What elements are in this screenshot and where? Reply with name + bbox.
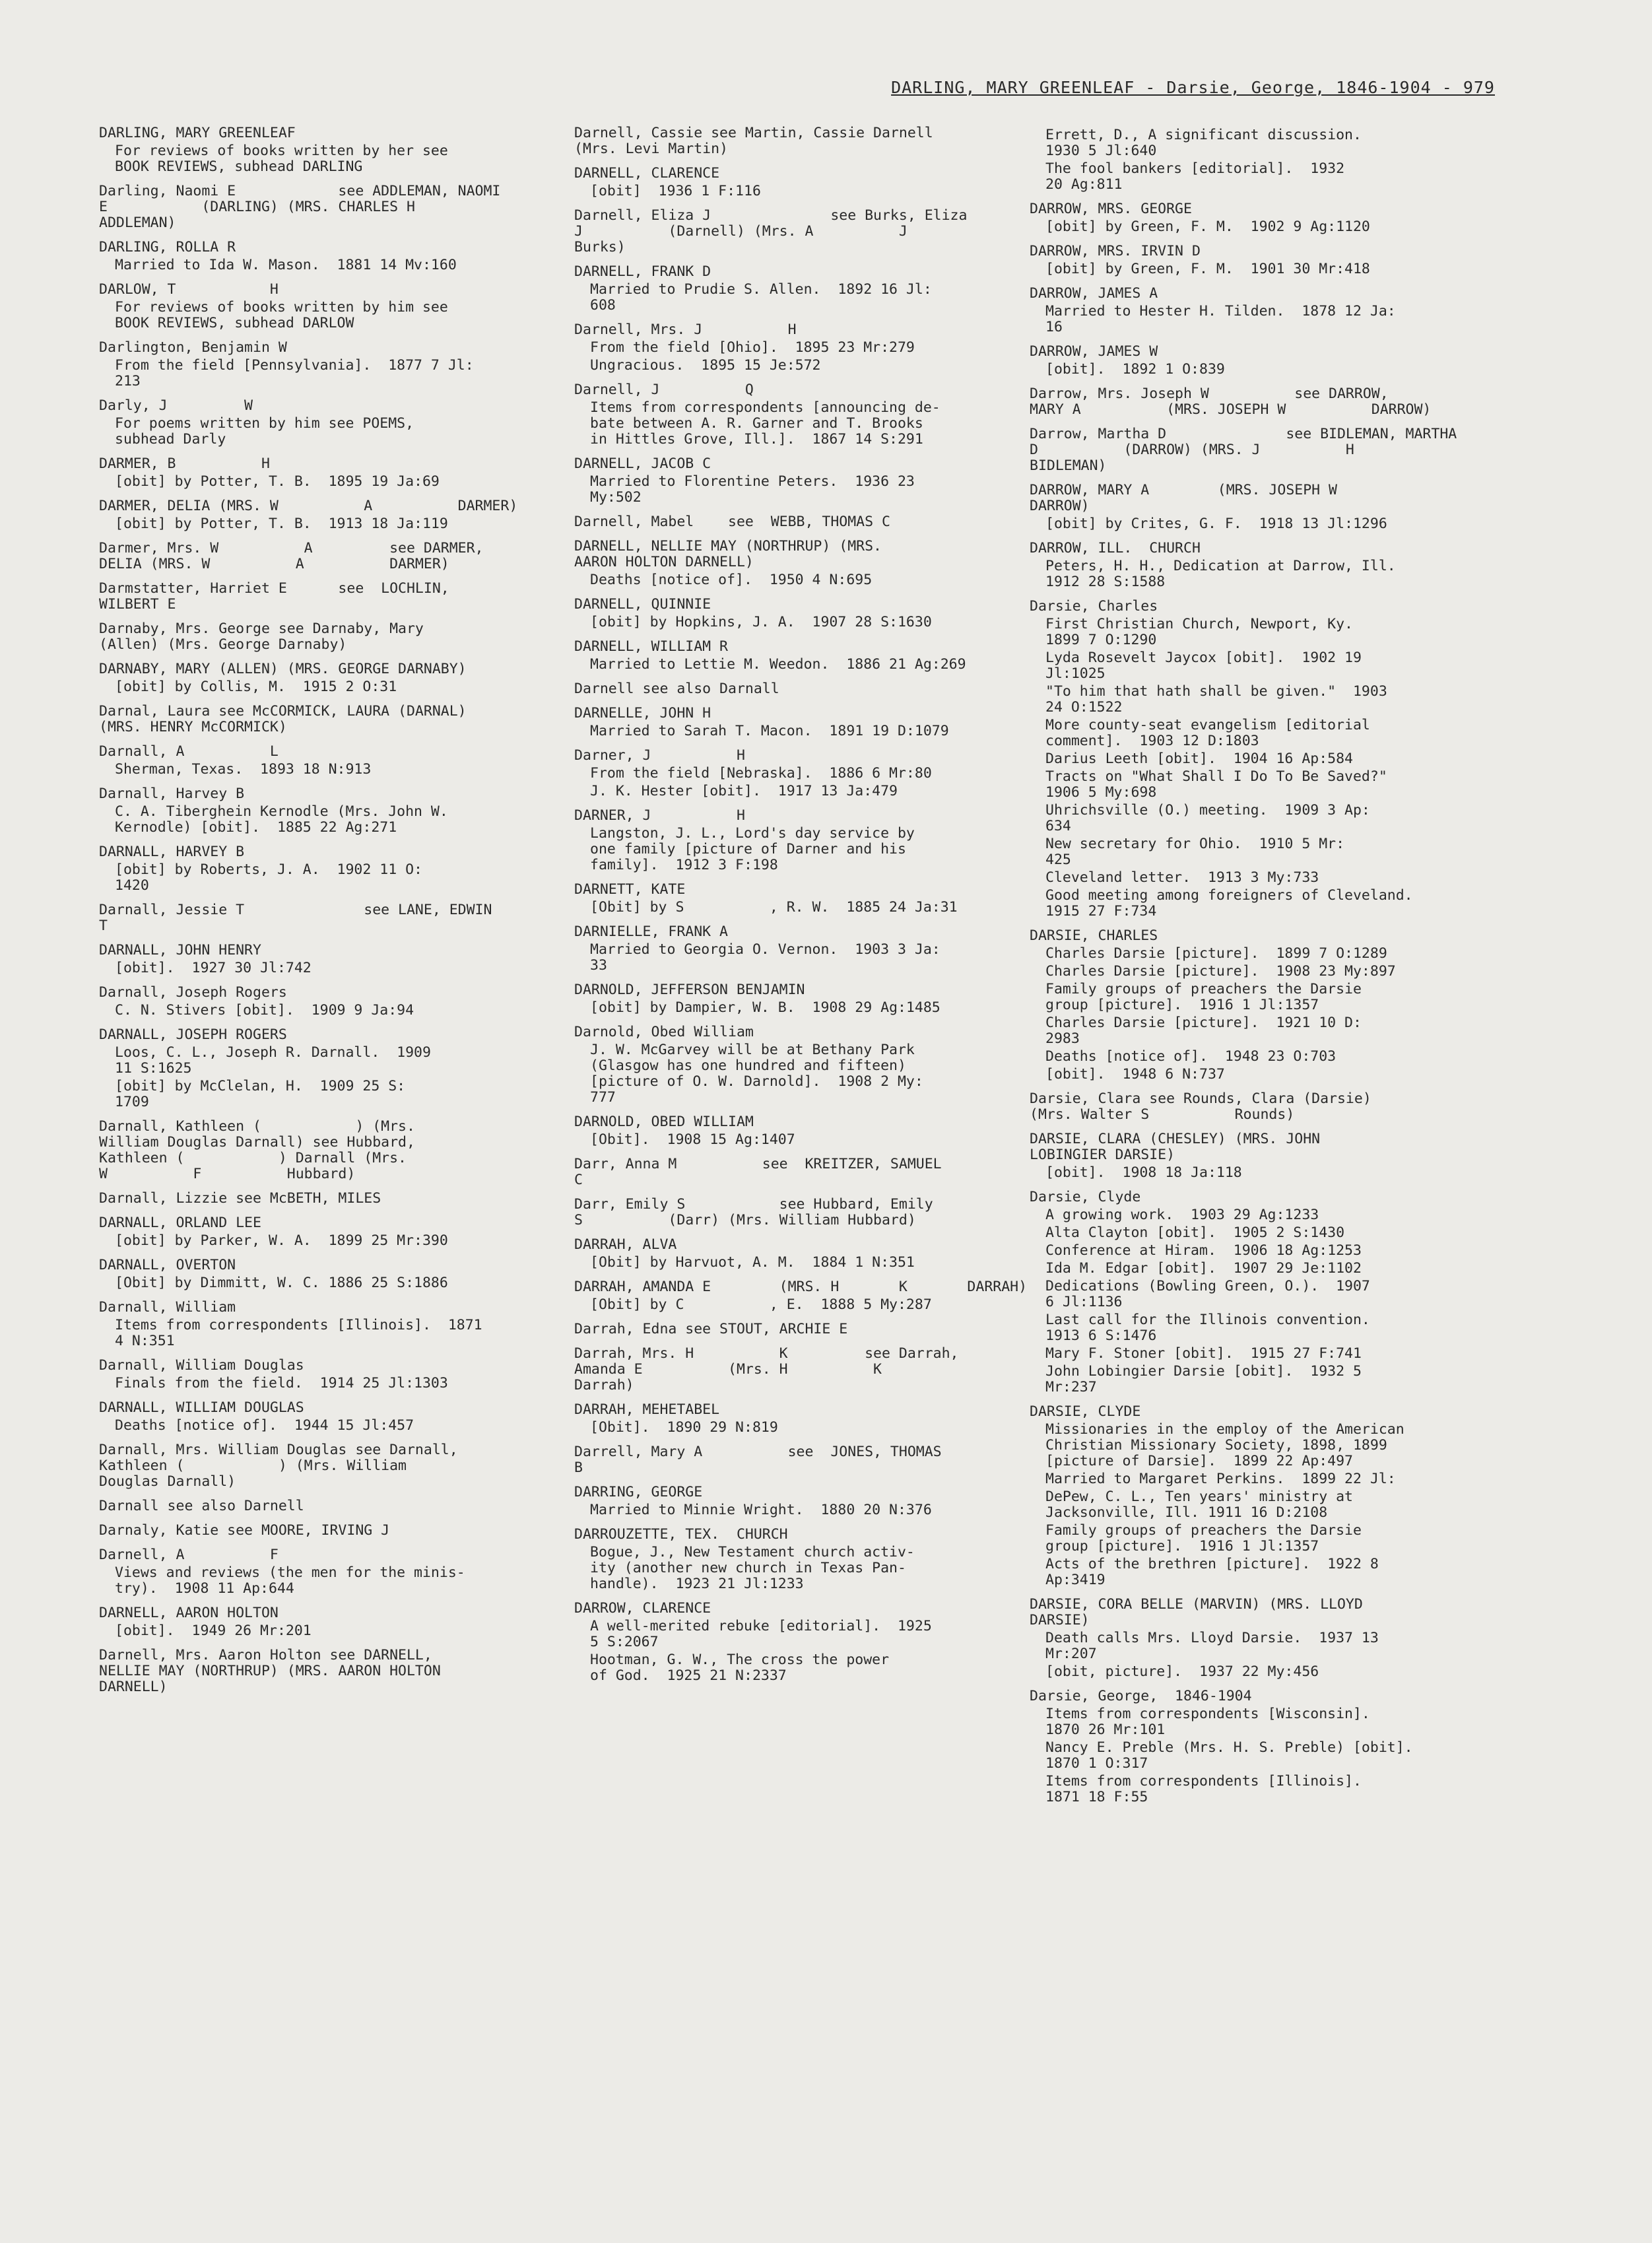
entry-heading: DARNOLD, OBED WILLIAM [574, 1114, 754, 1130]
entry-heading: DARNELLE, JOHN H [574, 705, 711, 721]
index-entry [1030, 286, 1492, 335]
entry-reference: J. K. Hester [obit]. 1917 13 Ja:479 [590, 783, 898, 799]
index-entry [1030, 1689, 1492, 1805]
entry-reference: [obit] by Parker, W. A. 1899 25 Mr:390 [115, 1232, 448, 1249]
entry-heading: Darmstatter, Harriet E see LOCHLIN, WILBERT E [99, 580, 449, 613]
entry-heading: DARNALL, JOHN HENRY [99, 942, 261, 958]
index-entry [99, 125, 561, 175]
entry-reference: Errett, D., A significant discussion. 1930 5 Jl:640 [1045, 127, 1362, 159]
entry-reference: For reviews of books written by him see BOOK REVIEWS, subhead DARLOW [115, 299, 448, 331]
index-entry [99, 240, 561, 273]
entry-reference: [Obit] by Harvuot, A. M. 1884 1 N:351 [590, 1254, 915, 1271]
entry-heading: DARNABY, MARY (ALLEN) (MRS. GEORGE DARNABY) [99, 661, 467, 677]
index-entry [574, 1237, 1036, 1271]
entry-heading: Darly, J W [99, 397, 253, 414]
entry-reference: Married to Lettie M. Weedon. 1886 21 Ag:269 [590, 656, 966, 673]
entry-heading: DARNER, J H [574, 807, 745, 824]
index-entry [574, 1444, 1036, 1476]
entry-heading: Darnall, Jessie T see LANE, EDWIN T [99, 902, 492, 934]
entry-heading: DARRAH, MEHETABEL [574, 1401, 720, 1418]
entry-reference: Views and reviews (the men for the minis- try). 1908 11 Ap:644 [115, 1564, 465, 1597]
index-entry [99, 985, 561, 1019]
entry-reference: Langston, J. L., Lord's day service by one family [picture of Darner and his family]. 1912 3 F:198 [590, 825, 915, 873]
index-column-2 [574, 125, 1036, 1692]
entry-reference: Married to Sarah T. Macon. 1891 19 D:1079 [590, 723, 949, 739]
entry-heading: Darnall, William Douglas [99, 1357, 304, 1374]
entry-heading: Darnell, Mrs. Aaron Holton see DARNELL, NELLIE MAY (NORTHRUP) (MRS. AARON HOLTON DARNELL) [99, 1647, 441, 1695]
index-column-1 [99, 125, 561, 1704]
index-entry [574, 1279, 1036, 1313]
index-entry [1030, 201, 1492, 235]
entry-heading: DARNALL, OVERTON [99, 1257, 236, 1273]
index-entry [1030, 928, 1492, 1083]
entry-reference: J. W. McGarvey will be at Bethany Park (Glasgow has one hundred and fifteen) [picture of O. W. Darnold]. 1908 2 My: 777 [590, 1042, 923, 1106]
index-entry [574, 166, 1036, 199]
entry-reference: Nancy E. Preble (Mrs. H. S. Preble) [obit]. 1870 1 O:317 [1045, 1739, 1413, 1772]
entry-heading: DARNOLD, JEFFERSON BENJAMIN [574, 982, 805, 998]
entry-reference: [obit] by McClelan, H. 1909 25 S: 1709 [115, 1078, 406, 1110]
entry-heading: Darnell, Mabel see WEBB, THOMAS C [574, 514, 890, 530]
entry-heading: DARNALL, HARVEY B [99, 844, 245, 860]
index-entry [574, 1322, 1036, 1337]
entry-heading: DARROW, CLARENCE [574, 1600, 711, 1617]
index-entry [574, 514, 1036, 530]
entry-reference: Ida M. Edgar [obit]. 1907 29 Je:1102 [1045, 1260, 1362, 1277]
entry-reference: Married to Prudie S. Allen. 1892 16 Jl: 608 [590, 281, 932, 314]
index-entry [574, 1197, 1036, 1228]
entry-reference: From the field [Nebraska]. 1886 6 Mr:80 [590, 765, 932, 782]
entry-heading: DARSIE, CHARLES [1030, 927, 1158, 944]
entry-reference: New secretary for Ohio. 1910 5 Mr: 425 [1045, 836, 1345, 868]
entry-heading: Darrell, Mary A see JONES, THOMAS B [574, 1444, 942, 1476]
index-entry [99, 943, 561, 976]
index-entry [574, 1114, 1036, 1148]
index-entry [574, 1402, 1036, 1436]
entry-heading: DARROW, MRS. GEORGE [1030, 201, 1192, 217]
entry-reference: [obit] by Green, F. M. 1902 9 Ag:1120 [1045, 218, 1370, 235]
entry-heading: Darnall, Joseph Rogers [99, 984, 287, 1001]
entry-heading: Darnall, A L [99, 743, 279, 760]
entry-reference: [obit, picture]. 1937 22 My:456 [1045, 1663, 1319, 1680]
entry-reference: Items from correspondents [Illinois]. 1871 18 F:55 [1045, 1773, 1362, 1805]
index-entry [99, 340, 561, 389]
entry-reference: Tracts on "What Shall I Do To Be Saved?" 1906 5 My:698 [1045, 768, 1387, 801]
index-entry [574, 982, 1036, 1016]
index-entry [1030, 244, 1492, 277]
entry-heading: DARSIE, CLYDE [1030, 1403, 1141, 1420]
entry-heading: DARNALL, WILLIAM DOUGLAS [99, 1399, 304, 1416]
entry-reference: From the field [Pennsylvania]. 1877 7 Jl: 213 [115, 357, 474, 389]
index-entry [574, 1601, 1036, 1684]
index-entry [1030, 483, 1492, 532]
index-entry [574, 125, 1036, 157]
entry-reference: Bogue, J., New Testament church activ- ity (another new church in Texas Pan- handle). 1923 21 Jl:1233 [590, 1544, 915, 1592]
entry-reference: Deaths [notice of]. 1944 15 Jl:457 [115, 1417, 414, 1434]
index-entry [99, 1300, 561, 1349]
index-entry [1030, 1189, 1492, 1395]
entry-heading: DARMER, DELIA (MRS. W A DARMER) [99, 498, 518, 514]
index-entry [574, 1024, 1036, 1106]
entry-heading: Darnold, Obed William [574, 1024, 754, 1040]
entry-reference: [obit]. 1927 30 Jl:742 [115, 960, 312, 976]
entry-reference: [Obit] by Dimmitt, W. C. 1886 25 S:1886 [115, 1275, 448, 1291]
entry-reference: Items from correspondents [Illinois]. 1871 4 N:351 [115, 1317, 482, 1349]
entry-reference: Items from correspondents [Wisconsin]. 1870 26 Mr:101 [1045, 1706, 1370, 1738]
entry-reference: [obit] by Dampier, W. B. 1908 29 Ag:1485 [590, 999, 941, 1016]
entry-heading: DARNIELLE, FRANK A [574, 923, 728, 940]
entry-reference: [obit]. 1949 26 Mr:201 [115, 1623, 312, 1639]
index-entry [99, 661, 561, 695]
entry-heading: DARNELL, AARON HOLTON [99, 1605, 279, 1621]
entry-reference: [Obit] by C , E. 1888 5 My:287 [590, 1296, 932, 1313]
entry-heading: Darrah, Edna see STOUT, ARCHIE E [574, 1321, 848, 1337]
entry-reference: Dedications (Bowling Green, O.). 1907 6 Jl:1136 [1045, 1278, 1370, 1310]
entry-reference: The fool bankers [editorial]. 1932 20 Ag:811 [1045, 160, 1345, 193]
entry-heading: DARROW, ILL. CHURCH [1030, 540, 1201, 556]
entry-reference: From the field [Ohio]. 1895 23 Mr:279 [590, 339, 915, 356]
entry-heading: Darnell, Mrs. J H [574, 321, 797, 338]
entry-heading: Darmer, Mrs. W A see DARMER, DELIA (MRS. W A DARMER) [99, 540, 484, 572]
index-entry [574, 322, 1036, 374]
index-entry [574, 706, 1036, 739]
index-entry [99, 1215, 561, 1249]
index-entry [99, 786, 561, 836]
index-entry [1030, 344, 1492, 378]
index-entry [99, 1442, 561, 1490]
entry-heading: Darr, Anna M see KREITZER, SAMUEL C [574, 1156, 942, 1188]
entry-reference: DePew, C. L., Ten years' ministry at Jacksonville, Ill. 1911 16 D:2108 [1045, 1489, 1353, 1521]
index-entry [574, 639, 1036, 673]
index-entry [574, 1485, 1036, 1518]
entry-reference: C. A. Tiberghein Kernodle (Mrs. John W. Kernodle) [obit]. 1885 22 Ag:271 [115, 803, 448, 836]
entry-heading: Darsie, Clara see Rounds, Clara (Darsie) (Mrs. Walter S Rounds) [1030, 1090, 1371, 1123]
index-entry [99, 1119, 561, 1182]
index-entry [574, 264, 1036, 314]
index-entry [99, 902, 561, 934]
entry-reference: [obit] by Potter, T. B. 1895 19 Ja:69 [115, 473, 440, 490]
entry-reference: [obit] by Potter, T. B. 1913 18 Ja:119 [115, 516, 448, 532]
entry-reference: Loos, C. L., Joseph R. Darnall. 1909 11 S:1625 [115, 1044, 431, 1077]
entry-heading: Darsie, Clyde [1030, 1189, 1141, 1205]
entry-heading: DARRAH, ALVA [574, 1236, 677, 1253]
entry-heading: DARMER, B H [99, 455, 270, 472]
index-entry [574, 681, 1036, 697]
index-entry [1030, 426, 1492, 474]
index-entry [99, 1523, 561, 1539]
entry-heading: DARNALL, JOSEPH ROGERS [99, 1026, 287, 1043]
index-entry [574, 1527, 1036, 1592]
entry-reference: Uhrichsville (O.) meeting. 1909 3 Ap: 634 [1045, 802, 1370, 834]
index-entry [1030, 599, 1492, 920]
index-entry [99, 844, 561, 894]
index-entry [1030, 127, 1492, 193]
entry-reference: [obit] 1936 1 F:116 [590, 183, 761, 199]
entry-reference: [obit]. 1892 1 O:839 [1045, 361, 1225, 378]
entry-reference: Married to Florentine Peters. 1936 23 My:502 [590, 473, 915, 506]
entry-heading: DARNALL, ORLAND LEE [99, 1215, 261, 1231]
entry-reference: Family groups of preachers the Darsie group [picture]. 1916 1 Jl:1357 [1045, 981, 1362, 1013]
entry-reference: [obit] by Crites, G. F. 1918 13 Jl:1296 [1045, 516, 1387, 532]
index-entry [99, 1400, 561, 1434]
index-entry [99, 1257, 561, 1291]
entry-heading: Darnell, Cassie see Martin, Cassie Darnell (Mrs. Levi Martin) [574, 125, 933, 157]
entry-heading: Darnall see also Darnell [99, 1498, 304, 1514]
index-entry [574, 456, 1036, 506]
entry-reference: Acts of the brethren [picture]. 1922 8 Ap:3419 [1045, 1556, 1379, 1588]
entry-heading: Darnell, A F [99, 1547, 279, 1563]
entry-reference: Charles Darsie [picture]. 1921 10 D: 2983 [1045, 1015, 1362, 1047]
index-entry [1030, 1404, 1492, 1588]
entry-reference: Last call for the Illinois convention. 1913 6 S:1476 [1045, 1312, 1370, 1344]
index-entry [99, 1191, 561, 1207]
entry-heading: Darrow, Martha D see BIDLEMAN, MARTHA D (DARROW) (MRS. J H BIDLEMAN) [1030, 426, 1457, 474]
entry-reference: [obit] by Hopkins, J. A. 1907 28 S:1630 [590, 614, 932, 630]
entry-heading: DARNELL, NELLIE MAY (NORTHRUP) (MRS. AARON HOLTON DARNELL) [574, 538, 882, 570]
entry-heading: DARNELL, CLARENCE [574, 165, 720, 182]
entry-heading: Darnell see also Darnall [574, 681, 779, 697]
index-entry [99, 1358, 561, 1391]
index-entry [574, 539, 1036, 588]
entry-reference: Cleveland letter. 1913 3 My:733 [1045, 869, 1319, 886]
entry-heading: DARLING, ROLLA R [99, 239, 236, 255]
entry-reference: C. N. Stivers [obit]. 1909 9 Ja:94 [115, 1002, 414, 1019]
entry-heading: DARLING, MARY GREENLEAF [99, 125, 296, 141]
entry-heading: DARROW, MRS. IRVIN D [1030, 243, 1201, 259]
entry-reference: [obit] by Green, F. M. 1901 30 Mr:418 [1045, 261, 1370, 277]
index-entry [574, 748, 1036, 799]
entry-heading: DARROW, JAMES A [1030, 285, 1158, 302]
entry-reference: A growing work. 1903 29 Ag:1233 [1045, 1207, 1319, 1223]
entry-heading: Darnell, Eliza J see Burks, Eliza J (Darnell) (Mrs. A J Burks) [574, 207, 968, 255]
entry-reference: Hootman, G. W., The cross the power of God. 1925 21 N:2337 [590, 1652, 890, 1684]
index-entry [99, 541, 561, 572]
entry-heading: Darsie, George, 1846-1904 [1030, 1688, 1252, 1704]
index-entry [574, 597, 1036, 630]
index-entry [99, 456, 561, 490]
entry-heading: DARNELL, WILLIAM R [574, 638, 728, 655]
index-entry [574, 208, 1036, 255]
entry-heading: DARRING, GEORGE [574, 1484, 703, 1500]
entry-heading: Darnal, Laura see McCORMICK, LAURA (DARNAL) (MRS. HENRY McCORMICK) [99, 703, 467, 735]
entry-heading: Darnaby, Mrs. George see Darnaby, Mary (Allen) (Mrs. George Darnaby) [99, 620, 424, 653]
index-entry [574, 1346, 1036, 1393]
entry-reference: Family groups of preachers the Darsie group [picture]. 1916 1 Jl:1357 [1045, 1522, 1362, 1555]
entry-reference: Deaths [notice of]. 1948 23 O:703 [1045, 1048, 1337, 1065]
entry-heading: DARNELL, FRANK D [574, 263, 711, 280]
index-entry [574, 882, 1036, 916]
entry-heading: Darnall, Kathleen ( ) (Mrs. William Douglas Darnall) see Hubbard, Kathleen ( ) Darnall (Mrs. W F Hubbard) [99, 1118, 415, 1182]
entry-reference: [obit] by Collis, M. 1915 2 O:31 [115, 679, 397, 695]
entry-reference: Alta Clayton [obit]. 1905 2 S:1430 [1045, 1224, 1345, 1241]
entry-reference: Items from correspondents [announcing de- bate between A. R. Garner and T. Brooks in Hittles Grove, Ill.]. 1867 14 S:291 [590, 399, 941, 448]
index-entry [99, 621, 561, 653]
index-entry [574, 924, 1036, 974]
entry-heading: Darling, Naomi E see ADDLEMAN, NAOMI E (DARLING) (MRS. CHARLES H ADDLEMAN) [99, 183, 501, 231]
entry-reference: A well-merited rebuke [editorial]. 1925 5 S:2067 [590, 1618, 932, 1650]
entry-reference: [Obit]. 1908 15 Ag:1407 [590, 1131, 795, 1148]
entry-reference: Finals from the field. 1914 25 Jl:1303 [115, 1375, 448, 1391]
index-entry [99, 581, 561, 613]
entry-heading: Darlington, Benjamin W [99, 339, 287, 356]
index-entry [99, 184, 561, 231]
entry-reference: Peters, H. H., Dedication at Darrow, Ill. 1912 28 S:1588 [1045, 558, 1396, 590]
entry-reference: Charles Darsie [picture]. 1908 23 My:897 [1045, 963, 1396, 980]
entry-reference: First Christian Church, Newport, Ky. 1899 7 O:1290 [1045, 616, 1353, 648]
entry-reference: [Obit]. 1890 29 N:819 [590, 1419, 778, 1436]
entry-reference: Conference at Hiram. 1906 18 Ag:1253 [1045, 1242, 1362, 1259]
index-entry [1030, 541, 1492, 590]
entry-reference: Married to Hester H. Tilden. 1878 12 Ja: 16 [1045, 303, 1396, 335]
entry-heading: Darnall, Harvey B [99, 786, 245, 802]
entry-reference: [obit]. 1948 6 N:737 [1045, 1066, 1225, 1083]
entry-reference: For poems written by him see POEMS, subhead Darly [115, 415, 414, 448]
entry-heading: Darsie, Charles [1030, 598, 1158, 615]
entry-heading: DARNETT, KATE [574, 881, 686, 898]
entry-heading: DARLOW, T H [99, 281, 279, 298]
entry-reference: Lyda Rosevelt Jaycox [obit]. 1902 19 Jl:1025 [1045, 650, 1362, 682]
entry-reference: Ungracious. 1895 15 Je:572 [590, 357, 821, 374]
entry-reference: Charles Darsie [picture]. 1899 7 O:1289 [1045, 945, 1387, 962]
entry-reference: More county-seat evangelism [editorial comment]. 1903 12 D:1803 [1045, 717, 1370, 749]
entry-reference: Mary F. Stoner [obit]. 1915 27 F:741 [1045, 1345, 1362, 1362]
entry-heading: Darnall, Lizzie see McBETH, MILES [99, 1190, 381, 1207]
entry-reference: Good meeting among foreigners of Cleveland. 1915 27 F:734 [1045, 887, 1413, 920]
index-entry [99, 1547, 561, 1597]
entry-heading: Darnaly, Katie see MOORE, IRVING J [99, 1522, 390, 1539]
entry-reference: Sherman, Texas. 1893 18 N:913 [115, 761, 372, 778]
running-header: DARLING, MARY GREENLEAF - Darsie, George, 1846-1904 - 979 [891, 78, 1495, 97]
index-entry [1030, 1131, 1492, 1181]
index-entry [99, 1605, 561, 1639]
entry-heading: Darner, J H [574, 747, 745, 764]
entry-reference: Death calls Mrs. Lloyd Darsie. 1937 13 Mr:207 [1045, 1630, 1379, 1662]
index-entry [99, 1648, 561, 1695]
index-entry [1030, 1091, 1492, 1123]
entry-heading: DARROW, MARY A (MRS. JOSEPH W DARROW) [1030, 482, 1337, 514]
index-entry [574, 1156, 1036, 1188]
index-entry [574, 382, 1036, 448]
index-entry [574, 808, 1036, 873]
index-column-3 [1030, 125, 1492, 1814]
index-entry [99, 282, 561, 331]
index-entry [99, 704, 561, 735]
entry-reference: Married to Margaret Perkins. 1899 22 Jl: [1045, 1471, 1396, 1487]
index-entry [99, 1027, 561, 1110]
entry-reference: Darius Leeth [obit]. 1904 16 Ap:584 [1045, 751, 1353, 767]
entry-heading: DARROUZETTE, TEX. CHURCH [574, 1526, 788, 1543]
index-entry [99, 744, 561, 778]
entry-reference: Married to Ida W. Mason. 1881 14 Mv:160 [115, 257, 457, 273]
entry-heading: Darnall, William [99, 1299, 236, 1316]
entry-heading: Darrow, Mrs. Joseph W see DARROW, MARY A (MRS. JOSEPH W DARROW) [1030, 385, 1432, 418]
entry-heading: DARNELL, JACOB C [574, 455, 711, 472]
entry-reference: Married to Minnie Wright. 1880 20 N:376 [590, 1502, 932, 1518]
entry-heading: DARSIE, CORA BELLE (MARVIN) (MRS. LLOYD DARSIE) [1030, 1596, 1363, 1628]
entry-reference: [Obit] by S , R. W. 1885 24 Ja:31 [590, 899, 958, 916]
entry-reference: [obit]. 1908 18 Ja:118 [1045, 1164, 1242, 1181]
entry-reference: Deaths [notice of]. 1950 4 N:695 [590, 572, 873, 588]
entry-heading: DARROW, JAMES W [1030, 343, 1158, 360]
entry-reference: "To him that hath shall be given." 1903 24 O:1522 [1045, 683, 1387, 716]
entry-heading: Darr, Emily S see Hubbard, Emily S (Darr) (Mrs. William Hubbard) [574, 1196, 933, 1228]
entry-reference: For reviews of books written by her see BOOK REVIEWS, subhead DARLING [115, 143, 448, 175]
entry-heading: DARRAH, AMANDA E (MRS. H K DARRAH) [574, 1279, 1028, 1295]
entry-heading: Darnall, Mrs. William Douglas see Darnall, Kathleen ( ) (Mrs. William Douglas Darnall) [99, 1442, 458, 1490]
entry-reference: Missionaries in the employ of the American Christian Missionary Society, 1898, 1899 [picture of Darsie]. 1899 22 Ap:497 [1045, 1421, 1404, 1469]
index-entry [1030, 1597, 1492, 1680]
index-entry [99, 1498, 561, 1514]
entry-reference: Married to Georgia O. Vernon. 1903 3 Ja: 33 [590, 941, 941, 974]
entry-reference: [obit] by Roberts, J. A. 1902 11 O: 1420 [115, 861, 422, 894]
entry-heading: DARNELL, QUINNIE [574, 596, 711, 613]
entry-heading: Darrah, Mrs. H K see Darrah, Amanda E (Mrs. H K Darrah) [574, 1345, 959, 1393]
entry-reference: John Lobingier Darsie [obit]. 1932 5 Mr:237 [1045, 1363, 1362, 1395]
index-entry [99, 398, 561, 448]
entry-heading: DARSIE, CLARA (CHESLEY) (MRS. JOHN LOBINGIER DARSIE) [1030, 1131, 1321, 1163]
index-entry [99, 498, 561, 532]
entry-heading: Darnell, J Q [574, 382, 754, 398]
index-entry [1030, 386, 1492, 418]
